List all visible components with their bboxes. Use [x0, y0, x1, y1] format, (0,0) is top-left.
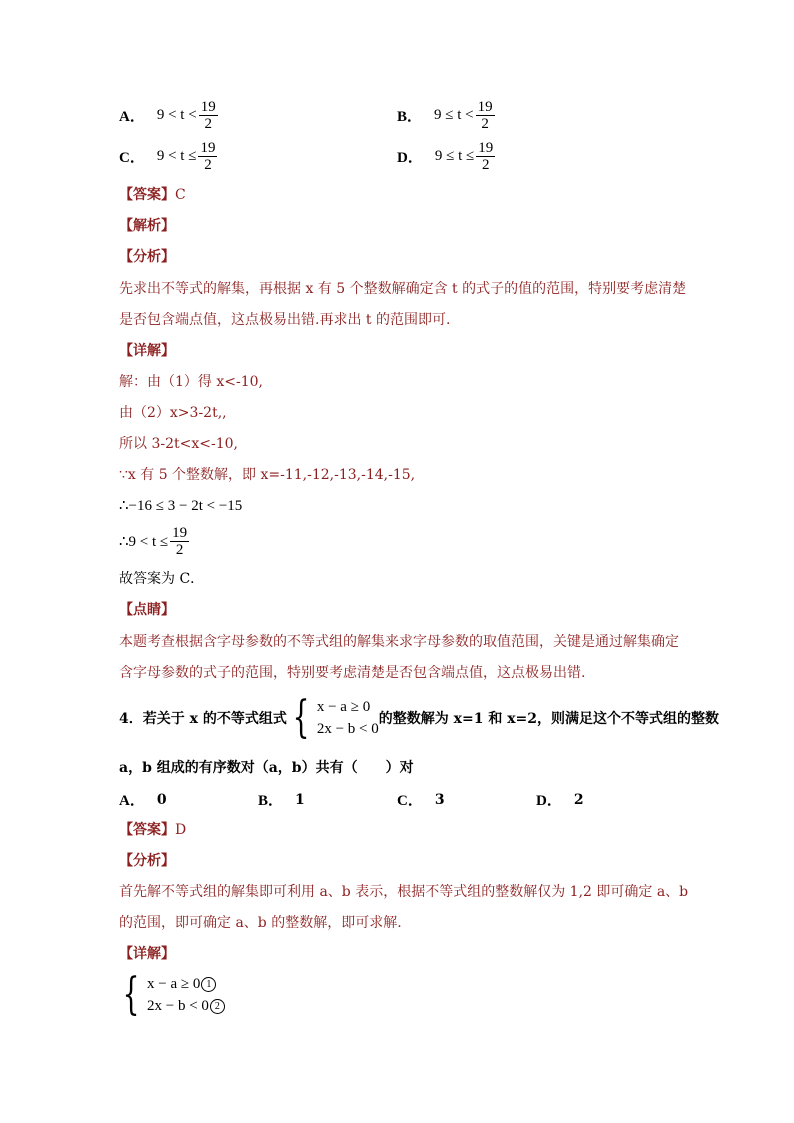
answer-value: D [175, 822, 187, 838]
q3-dianjing-tag: 【点睛】 [119, 602, 175, 618]
option-value: 1 [295, 791, 305, 808]
fraction-numerator: 19 [200, 99, 216, 115]
q3-fenxi-line-2: 是否包含端点值，这点极易出错.再求出 t 的范围即可. [119, 312, 451, 328]
q4-option-d [536, 789, 584, 810]
row-expression: 2x − b < 0 [147, 998, 209, 1014]
q3-step-2: 由（2）x>3-2t,, [119, 405, 227, 421]
option-expression: 9 ≤ t ≤ [434, 148, 475, 164]
q4-stem-suffix: 的整数解为 x=1 和 x=2，则满足这个不等式组的整数 [378, 711, 720, 727]
option-value: 2 [573, 791, 584, 808]
q4-fenxi-line-1: 首先解不等式组的解集即可利用 a、b 表示，根据不等式组的整数解仅为 1,2 即可确定 a、b [119, 884, 689, 900]
q3-step-5: ∴−16 ≤ 3 − 2t < −15 [119, 498, 243, 514]
system-rows [317, 696, 379, 740]
circled-number-icon: 2 [210, 999, 225, 1014]
q3-dianjing-line-2: 含字母参数的式子的范围，特别要考虑清楚是否包含端点值，这点极易出错. [119, 665, 586, 681]
q3-step-1: 解：由（1）得 x<-10, [119, 374, 263, 390]
q3-answer [119, 185, 186, 205]
answer-value: C [175, 187, 186, 203]
option-value: 3 [434, 791, 445, 808]
option-value: 0 [156, 791, 167, 808]
option-label: A． [119, 793, 145, 809]
step-expression: ∴9 < t ≤ [119, 534, 169, 550]
fraction-numerator: 19 [477, 99, 493, 115]
q4-option-a [119, 789, 167, 810]
fraction-denominator: 2 [481, 157, 490, 173]
q4-inequality-system [287, 692, 379, 743]
q4-detail-system [117, 969, 225, 1020]
q4-answer [119, 820, 186, 840]
option-label: A． [119, 109, 145, 125]
q4-xiangjie-tag: 【详解】 [119, 946, 175, 962]
q3-option-d [397, 140, 495, 173]
option-label: D． [397, 150, 423, 166]
option-fraction [198, 140, 217, 173]
option-label: D． [536, 793, 562, 809]
system-row-1: x − a ≥ 0 [316, 699, 371, 715]
option-label: B． [397, 109, 423, 125]
fraction-numerator: 19 [172, 525, 188, 541]
fraction-denominator: 2 [204, 116, 212, 132]
q4-stem-prefix: 4．若关于 x 的不等式组式 [119, 711, 287, 727]
answer-tag: 【答案】 [119, 187, 175, 203]
system-row-1 [147, 973, 225, 995]
q3-xiangjie-tag: 【详解】 [119, 343, 175, 359]
option-expression: 9 ≤ t < [434, 107, 474, 123]
system-row-2: 2x − b < 0 [316, 721, 379, 737]
q3-dianjing-line-1: 本题考查根据含字母参数的不等式组的解集来求字母参数的取值范围，关键是通过解集确定 [119, 634, 679, 650]
q4-stem-line-1 [119, 692, 720, 743]
q3-option-a [119, 99, 218, 132]
answer-tag: 【答案】 [119, 822, 175, 838]
q4-option-b [258, 789, 305, 810]
circled-number-icon: 1 [201, 977, 216, 992]
q3-fenxi-line-1: 先求出不等式的解集，再根据 x 有 5 个整数解确定含 t 的式子的值的范围，特别要考虑清楚 [119, 281, 687, 297]
q3-step-6 [119, 525, 189, 558]
q4-stem-line-2: a，b 组成的有序数对（a，b）共有（ ）对 [119, 760, 414, 776]
option-expression: 9 < t ≤ [156, 148, 197, 164]
q3-option-c [119, 140, 217, 173]
q4-fenxi-tag: 【分析】 [119, 853, 175, 869]
q3-jiexi-tag: 【解析】 [119, 218, 175, 234]
option-label: C． [119, 150, 145, 166]
q3-fenxi-tag: 【分析】 [119, 249, 175, 265]
fraction-denominator: 2 [175, 542, 184, 558]
fraction-numerator: 19 [478, 140, 494, 156]
q3-step-4: ∵x 有 5 个整数解，即 x=-11,-12,-13,-14,-15, [119, 467, 416, 483]
q4-fenxi-line-2: 的范围，即可确定 a、b 的整数解，即可求解. [119, 915, 402, 931]
option-fraction [476, 140, 495, 173]
q3-conclusion: 故答案为 C． [119, 571, 205, 587]
step-fraction [170, 525, 189, 558]
option-label: C． [397, 793, 423, 809]
fraction-denominator: 2 [481, 116, 489, 132]
row-expression: x − a ≥ 0 [147, 976, 201, 992]
q3-step-3: 所以 3-2t<x<-10, [119, 436, 238, 452]
left-brace-icon: { [122, 969, 140, 1020]
option-expression: 9 < t < [156, 107, 197, 123]
q4-option-c [397, 789, 445, 810]
fraction-numerator: 19 [200, 140, 216, 156]
system-rows [147, 973, 225, 1017]
option-fraction [199, 99, 218, 132]
q3-option-b [397, 99, 495, 132]
option-label: B． [258, 793, 284, 809]
detail-inequality-system [117, 969, 225, 1020]
fraction-denominator: 2 [204, 157, 212, 173]
left-brace-icon: { [292, 692, 310, 743]
option-fraction [476, 99, 495, 132]
system-row-2 [147, 995, 225, 1017]
